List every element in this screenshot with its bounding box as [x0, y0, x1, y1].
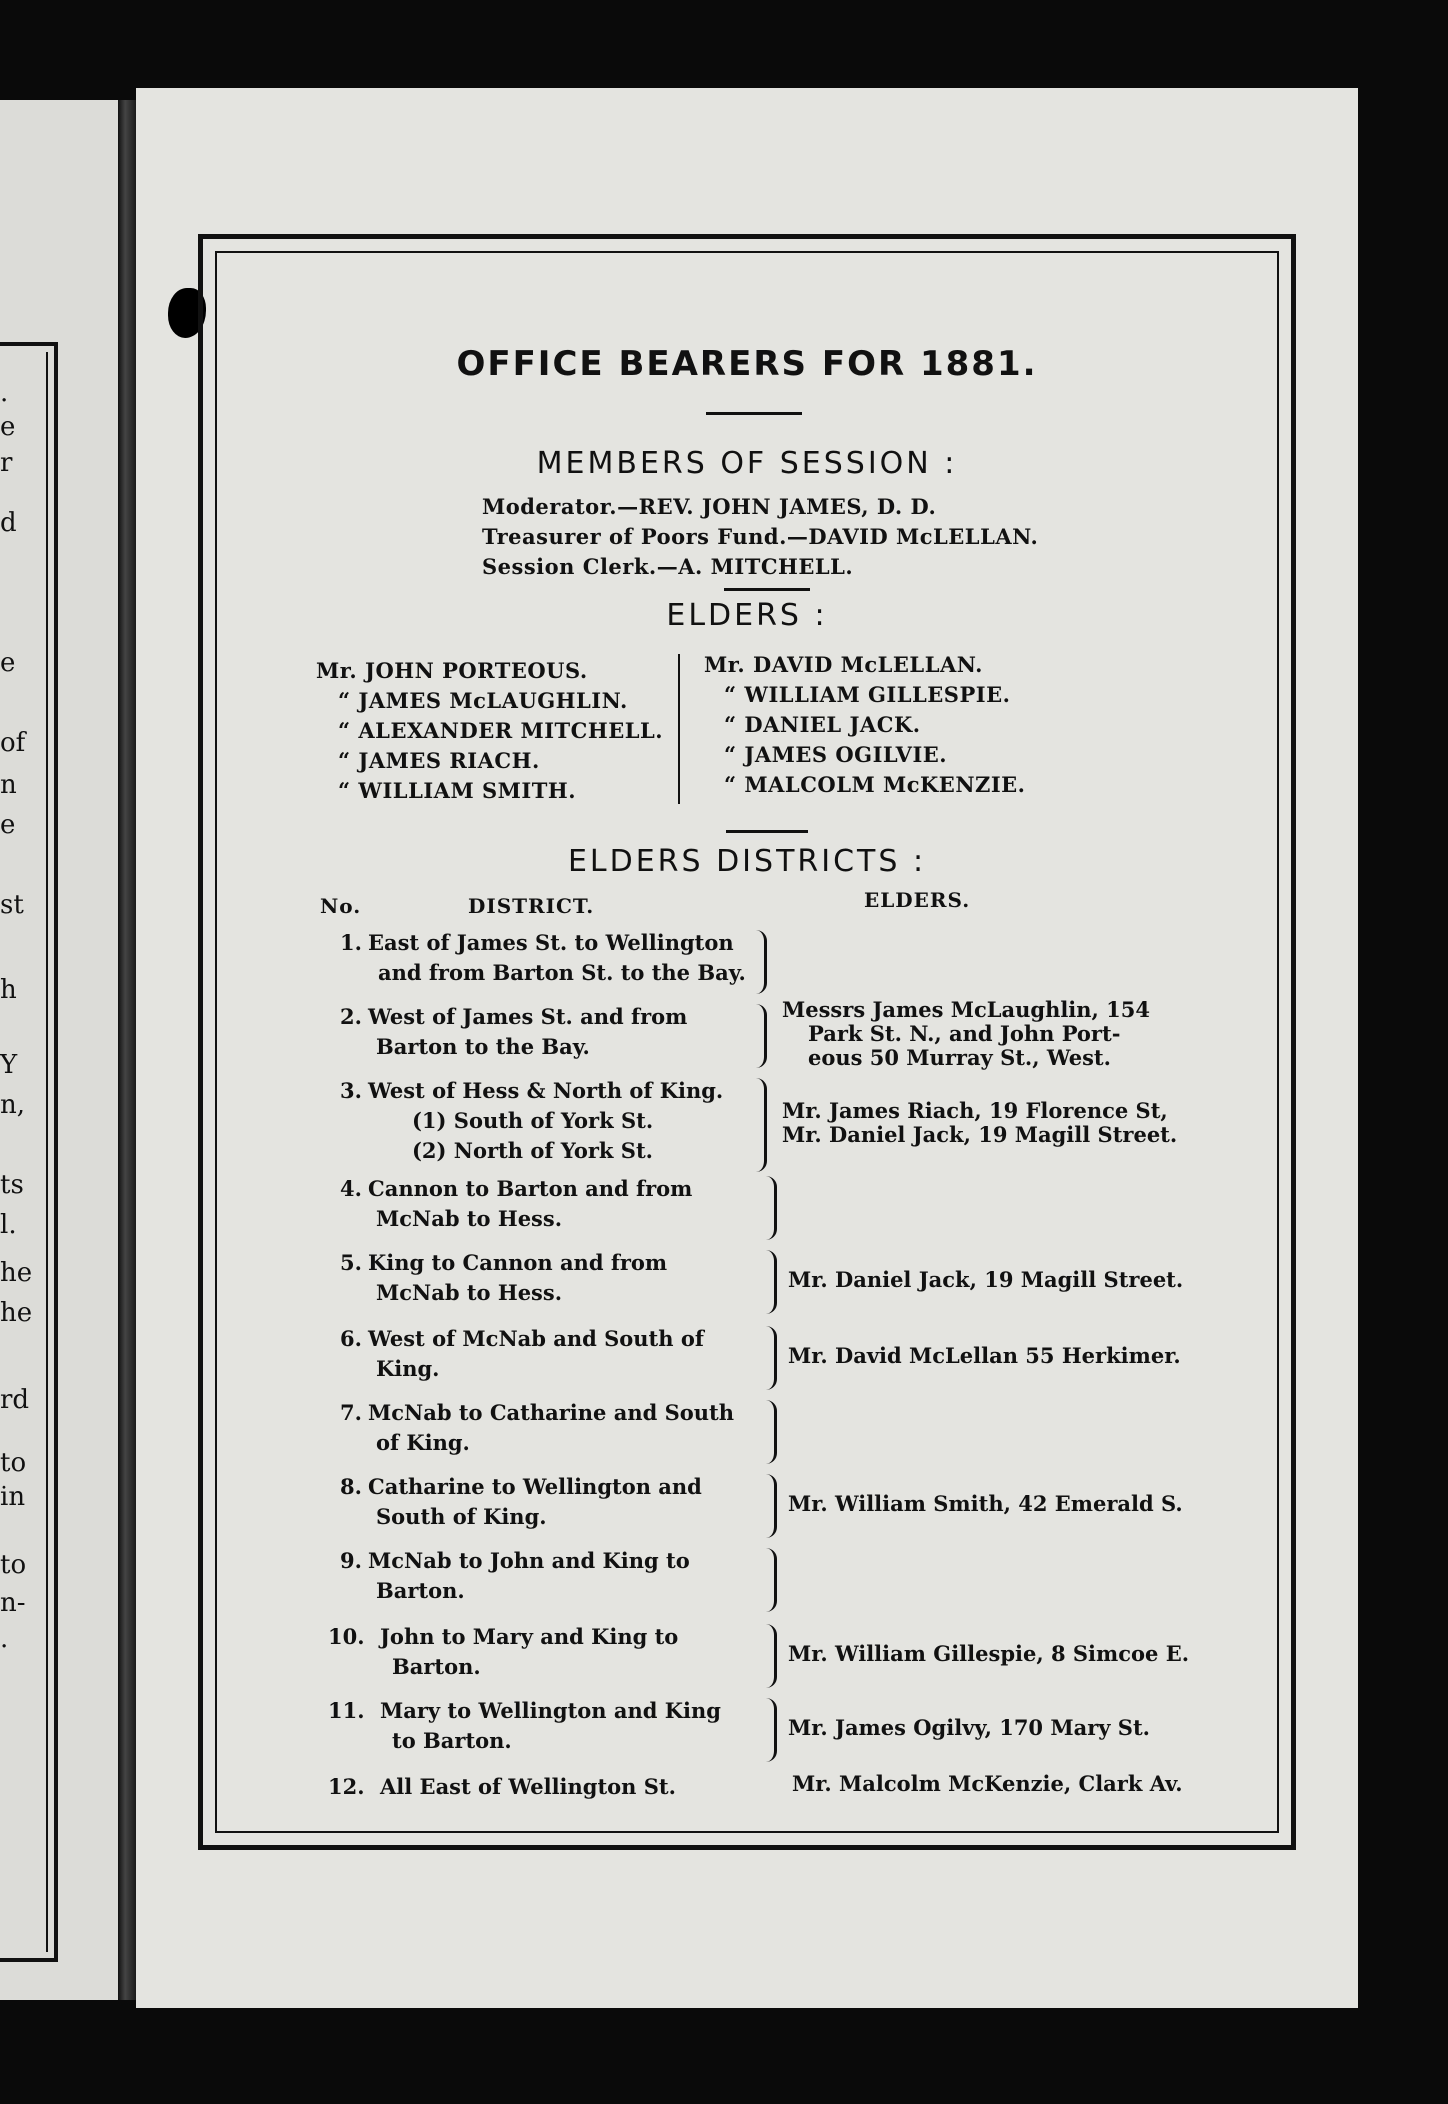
district-brace — [766, 1400, 777, 1464]
session-clerk: Session Clerk.—A. MITCHELL. — [482, 554, 854, 579]
district-elder-assignment: Mr. Malcolm McKenzie, Clark Av. — [792, 1771, 1183, 1796]
district-description: McNab to Hess. — [376, 1206, 563, 1231]
district-description: South of King. — [376, 1504, 547, 1529]
elder-name: “ WILLIAM SMITH. — [338, 778, 577, 803]
district-number: 1. — [340, 930, 362, 955]
previous-page-fragment: n- — [0, 1588, 26, 1618]
district-brace — [766, 1548, 777, 1612]
previous-page-fragment: r — [0, 448, 13, 478]
district-description: King to Cannon and from — [368, 1250, 668, 1275]
district-elder-assignment: eous 50 Murray St., West. — [808, 1045, 1111, 1070]
elders-divider — [726, 830, 808, 833]
district-elder-assignment: Mr. James Riach, 19 Florence St, — [782, 1098, 1168, 1123]
previous-page-fragment: rd — [0, 1385, 30, 1415]
district-description: Catharine to Wellington and — [368, 1474, 702, 1499]
previous-page-fragment: st — [0, 890, 24, 920]
district-number: 8. — [340, 1474, 362, 1499]
district-description: Cannon to Barton and from — [368, 1176, 693, 1201]
previous-page-fragment: to — [0, 1448, 27, 1478]
district-elder-assignment: Park St. N., and John Port- — [808, 1021, 1121, 1046]
district-description: (2) North of York St. — [412, 1138, 653, 1163]
district-brace — [766, 1250, 777, 1314]
previous-page-fragment: e — [0, 810, 16, 840]
previous-page-fragment: n — [0, 770, 17, 800]
page-title: OFFICE BEARERS FOR 1881. — [456, 344, 1038, 384]
district-description: and from Barton St. to the Bay. — [378, 960, 746, 985]
district-description: of King. — [376, 1430, 470, 1455]
previous-page-fragment: l. — [0, 1210, 17, 1240]
district-description: West of McNab and South of — [368, 1326, 704, 1351]
district-number: 9. — [340, 1548, 362, 1573]
district-number: 2. — [340, 1004, 362, 1029]
district-description: to Barton. — [392, 1728, 512, 1753]
book-spine — [118, 100, 136, 2000]
district-number: 5. — [340, 1250, 362, 1275]
previous-page-fragment: ts — [0, 1170, 24, 1200]
district-description: McNab to Hess. — [376, 1280, 563, 1305]
district-elder-assignment: Mr. James Ogilvy, 170 Mary St. — [788, 1715, 1150, 1740]
district-elder-assignment: Messrs James McLaughlin, 154 — [782, 997, 1151, 1022]
district-elder-assignment: Mr. David McLellan 55 Herkimer. — [788, 1343, 1181, 1368]
district-number: 10. — [328, 1624, 365, 1649]
district-description: All East of Wellington St. — [380, 1774, 676, 1799]
districts-heading: ELDERS DISTRICTS : — [567, 844, 927, 879]
previous-page-fragment: n, — [0, 1090, 26, 1120]
previous-page-fragment: h — [0, 975, 17, 1005]
elder-name: “ MALCOLM McKENZIE. — [724, 772, 1026, 797]
district-description: John to Mary and King to — [380, 1624, 679, 1649]
district-elder-assignment: Mr. Daniel Jack, 19 Magill Street. — [782, 1122, 1178, 1147]
previous-page — [0, 100, 128, 2000]
previous-page-fragment: . — [0, 378, 9, 408]
previous-page-fragment: of — [0, 728, 26, 758]
previous-page-fragment: Y — [0, 1050, 18, 1080]
district-number: 7. — [340, 1400, 362, 1425]
column-header-no: No. — [320, 894, 362, 918]
district-description: (1) South of York St. — [412, 1108, 654, 1133]
district-number: 6. — [340, 1326, 362, 1351]
session-heading: MEMBERS OF SESSION : — [536, 446, 958, 481]
elder-name: “ WILLIAM GILLESPIE. — [724, 682, 1011, 707]
district-description: Barton. — [392, 1654, 481, 1679]
district-brace — [766, 1326, 777, 1390]
district-description: East of James St. to Wellington — [368, 930, 734, 955]
elder-name: “ ALEXANDER MITCHELL. — [338, 718, 664, 743]
district-elder-assignment: Mr. Daniel Jack, 19 Magill Street. — [788, 1267, 1184, 1292]
district-brace — [756, 930, 767, 994]
district-description: Barton. — [376, 1578, 465, 1603]
district-number: 3. — [340, 1078, 362, 1103]
session-treasurer: Treasurer of Poors Fund.—DAVID McLELLAN. — [482, 524, 1039, 549]
elders-column-separator — [678, 654, 680, 804]
previous-page-fragment: to — [0, 1550, 27, 1580]
district-elder-assignment: Mr. William Smith, 42 Emerald S. — [788, 1491, 1183, 1516]
district-brace — [756, 1004, 767, 1068]
district-description: West of James St. and from — [368, 1004, 688, 1029]
district-number: 11. — [328, 1698, 365, 1723]
elder-name: “ JAMES McLAUGHLIN. — [338, 688, 628, 713]
session-moderator: Moderator.—REV. JOHN JAMES, D. D. — [482, 494, 937, 519]
page-content — [216, 88, 1278, 1848]
district-brace — [766, 1176, 777, 1240]
elder-name: “ DANIEL JACK. — [724, 712, 921, 737]
column-header-elders: ELDERS. — [864, 888, 971, 912]
district-number: 4. — [340, 1176, 362, 1201]
district-description: West of Hess & North of King. — [368, 1078, 724, 1103]
previous-page-fragment: he — [0, 1298, 33, 1328]
title-divider — [706, 412, 802, 415]
district-description: McNab to Catharine and South — [368, 1400, 735, 1425]
previous-page-fragment: d — [0, 508, 17, 538]
district-elder-assignment: Mr. William Gillespie, 8 Simcoe E. — [788, 1641, 1190, 1666]
column-header-district: DISTRICT. — [468, 894, 595, 918]
district-brace — [766, 1698, 777, 1762]
district-brace — [766, 1624, 777, 1688]
elder-name: “ JAMES RIACH. — [338, 748, 540, 773]
district-description: Barton to the Bay. — [376, 1034, 590, 1059]
previous-page-fragment: e — [0, 412, 16, 442]
elder-name: Mr. JOHN PORTEOUS. — [316, 658, 588, 683]
district-description: McNab to John and King to — [368, 1548, 690, 1573]
previous-page-fragment: he — [0, 1258, 33, 1288]
elders-heading: ELDERS : — [666, 598, 828, 633]
previous-page-fragment: e — [0, 648, 16, 678]
district-brace — [766, 1474, 777, 1538]
previous-page-fragment: in — [0, 1482, 26, 1512]
previous-page-border — [0, 342, 58, 1962]
district-brace — [756, 1078, 767, 1172]
previous-page-fragment: . — [0, 1624, 9, 1654]
document-page — [136, 88, 1358, 2008]
elder-name: “ JAMES OGILVIE. — [724, 742, 948, 767]
elder-name: Mr. DAVID McLELLAN. — [704, 652, 983, 677]
session-divider — [724, 588, 810, 591]
district-description: Mary to Wellington and King — [380, 1698, 721, 1723]
district-number: 12. — [328, 1774, 365, 1799]
district-description: King. — [376, 1356, 440, 1381]
